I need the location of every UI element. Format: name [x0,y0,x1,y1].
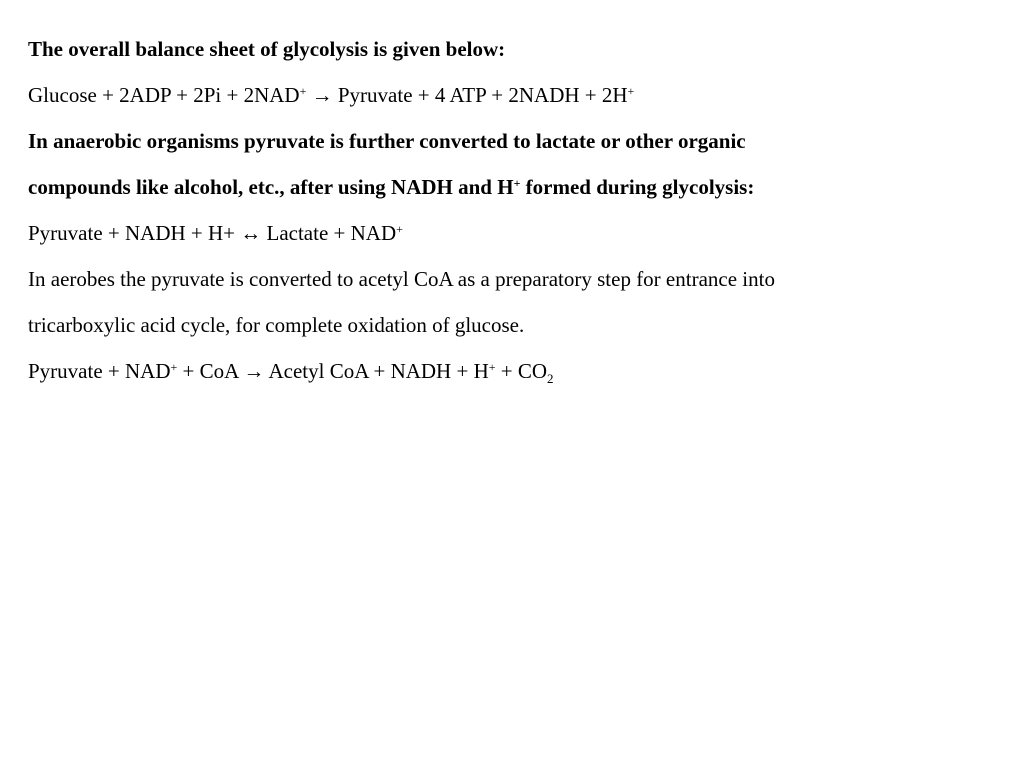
superscript-plus: + [627,84,635,98]
equation-acetyl-part3: + CO [495,359,548,383]
aerobic-line1: In aerobes the pyruvate is converted to acetyl CoA as a preparatory step for entrance into [28,267,775,291]
aerobic-text-line1 [28,256,998,302]
anaerobic-text-line2 [28,164,998,210]
equation-lactate-part1: Pyruvate + NADH + H+ ↔ Lactate + NAD [28,221,397,245]
superscript-plus: + [396,222,403,236]
heading-text: The overall balance sheet of glycolysis is given below: [28,37,506,61]
superscript-plus: + [488,360,496,374]
anaerobic-line2-part1: compounds like alcohol, etc., after using NADH and H [28,175,514,199]
aerobic-line2: tricarboxylic acid cycle, for complete oxidation of glucose. [28,313,525,337]
anaerobic-line2-part2: formed during glycolysis: [520,175,755,199]
slide-content [28,26,998,394]
superscript-plus: + [299,84,307,98]
subscript-two: 2 [547,371,554,386]
anaerobic-line1: In anaerobic organisms pyruvate is further converted to lactate or other organic [28,129,746,153]
superscript-plus: + [170,360,178,374]
superscript-plus: + [513,176,521,190]
equation-acetyl-coa [28,348,998,394]
equation-glycolysis [28,72,998,118]
equation-acetyl-part2: + CoA → Acetyl CoA + NADH + H [177,359,489,383]
equation-glycolysis-part1: Glucose + 2ADP + 2Pi + 2NAD [28,83,300,107]
equation-acetyl-part1: Pyruvate + NAD [28,359,171,383]
equation-lactate [28,210,998,256]
anaerobic-text-line1 [28,118,998,164]
equation-glycolysis-part2: → Pyruvate + 4 ATP + 2NADH + 2H [306,83,628,107]
heading-balance-sheet [28,26,998,72]
aerobic-text-line2 [28,302,998,348]
